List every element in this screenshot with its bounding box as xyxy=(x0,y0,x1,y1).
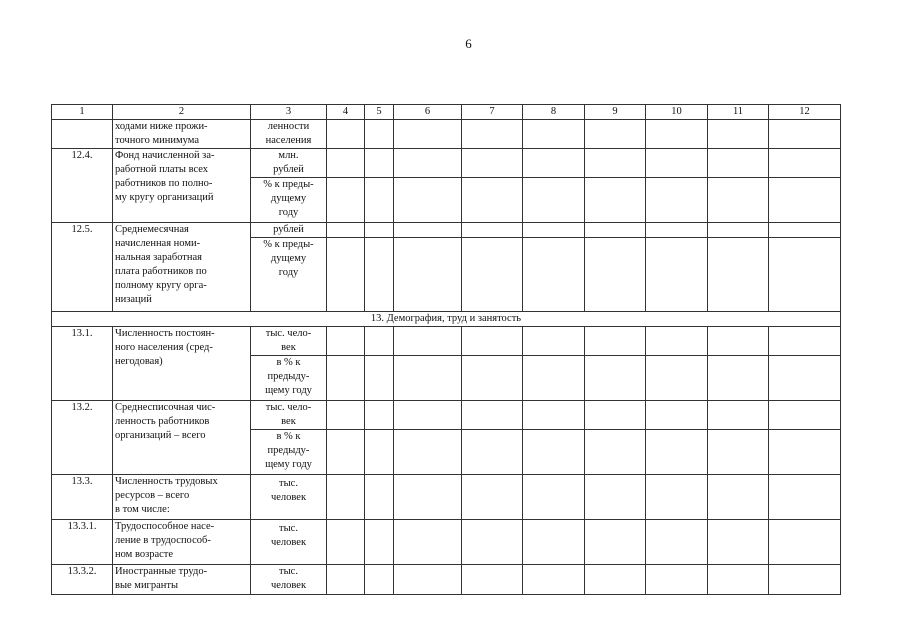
unit-cell: в % к предыду- щему году xyxy=(251,356,327,401)
indicator-name: Иностранные трудо- вые мигранты xyxy=(113,565,251,595)
unit-cell: в % к предыду- щему году xyxy=(251,430,327,475)
header-cell: 11 xyxy=(708,105,769,120)
row-number: 12.5. xyxy=(52,223,113,312)
row-number xyxy=(52,120,113,149)
indicator-name: Среднесписочная чис- ленность работников организаций – всего xyxy=(113,401,251,475)
indicators-table xyxy=(51,104,841,595)
unit-cell: % к преды- дущему году xyxy=(251,238,327,312)
header-cell: 4 xyxy=(327,105,365,120)
header-cell: 8 xyxy=(523,105,585,120)
indicator-name: Фонд начисленной за- работной платы всех работников по полно- му кругу организаций xyxy=(113,149,251,223)
header-cell: 9 xyxy=(585,105,646,120)
indicator-name: Трудоспособное насе- ление в трудоспособ- ном возрасте xyxy=(113,520,251,565)
unit-cell: рублей xyxy=(251,223,327,238)
indicator-name: Численность постоян- ного населения (сред- негодовая) xyxy=(113,327,251,401)
unit-cell: млн. рублей xyxy=(251,149,327,178)
row-number: 13.3. xyxy=(52,475,113,520)
unit-cell: тыс. человек xyxy=(251,520,327,565)
table-row xyxy=(52,223,841,238)
unit-cell: тыс. чело- век xyxy=(251,401,327,430)
table-row xyxy=(52,520,841,565)
header-cell: 1 xyxy=(52,105,113,120)
indicator-name: ходами ниже прожи- точного минимума xyxy=(113,120,251,149)
table-row xyxy=(52,120,841,149)
header-cell: 2 xyxy=(113,105,251,120)
unit-cell: тыс. человек xyxy=(251,475,327,520)
unit-cell: ленности населения xyxy=(251,120,327,149)
row-number: 13.3.2. xyxy=(52,565,113,595)
row-number: 13.3.1. xyxy=(52,520,113,565)
row-number: 12.4. xyxy=(52,149,113,223)
table-row xyxy=(52,565,841,595)
row-number: 13.1. xyxy=(52,327,113,401)
header-cell: 6 xyxy=(394,105,462,120)
table-row xyxy=(52,149,841,178)
header-cell: 3 xyxy=(251,105,327,120)
row-number: 13.2. xyxy=(52,401,113,475)
table-row xyxy=(52,475,841,520)
page-number: 6 xyxy=(465,36,472,51)
table-row xyxy=(52,327,841,356)
unit-cell: тыс. человек xyxy=(251,565,327,595)
unit-cell: % к преды- дущему году xyxy=(251,178,327,223)
indicator-name: Среднемесячная начисленная номи- нальная заработная плата работников по полному кругу орга- низаций xyxy=(113,223,251,312)
header-cell: 12 xyxy=(769,105,841,120)
header-cell: 7 xyxy=(462,105,523,120)
section-row xyxy=(52,312,841,327)
table-row xyxy=(52,401,841,430)
unit-cell: тыс. чело- век xyxy=(251,327,327,356)
section-title: 13. Демография, труд и занятость xyxy=(52,312,841,327)
header-cell: 10 xyxy=(646,105,708,120)
indicator-name: Численность трудовых ресурсов – всего в том числе: xyxy=(113,475,251,520)
header-row xyxy=(52,105,841,120)
header-cell: 5 xyxy=(365,105,394,120)
